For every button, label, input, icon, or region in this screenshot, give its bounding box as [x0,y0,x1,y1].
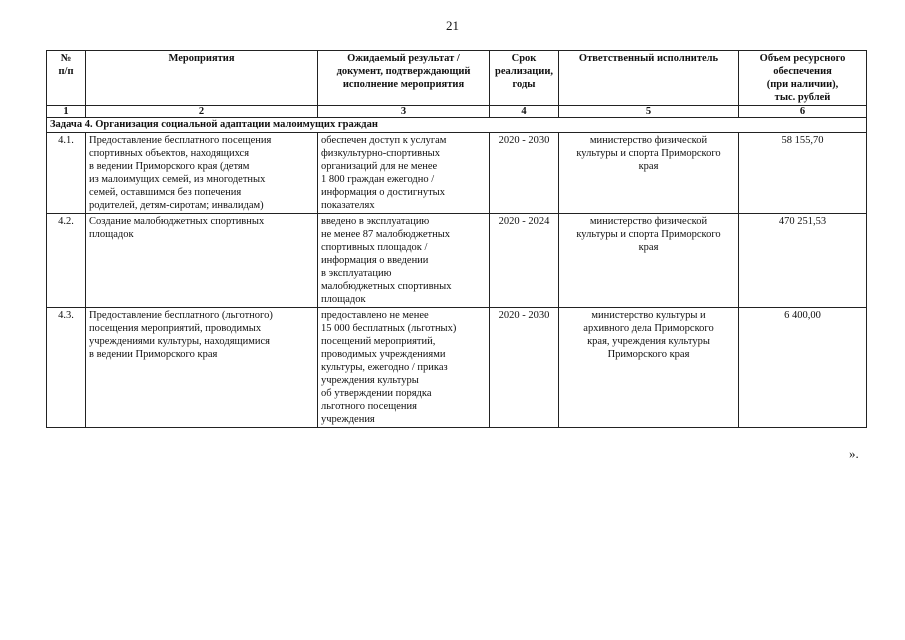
row-term: 2020 - 2024 [490,214,559,308]
row-term: 2020 - 2030 [490,133,559,214]
row-result: предоставлено не менее 15 000 бесплатных (льготных) посещений мероприятий, проводимых учреждениями культуры, ежегодно / приказ учреждения культуры об утверждении порядка льготного посещения учреждения [318,308,490,428]
table-row [47,308,867,428]
row-number: 4.2. [47,214,86,308]
task-title: Задача 4. Организация социальной адаптации малоимущих граждан [47,118,867,133]
row-executor: министерство физической культуры и спорта Приморского края [559,133,739,214]
row-event: Создание малобюджетных спортивных площадок [86,214,318,308]
column-number: 5 [559,106,739,118]
page-number: 21 [446,18,459,33]
column-number: 2 [86,106,318,118]
header-row [47,51,867,106]
row-amount: 58 155,70 [739,133,867,214]
column-number: 4 [490,106,559,118]
row-result: введено в эксплуатацию не менее 87 малобюджетных спортивных площадок / информация о введении в эксплуатацию малобюджетных спортивных площадок [318,214,490,308]
row-event: Предоставление бесплатного (льготного) посещения мероприятий, проводимых учреждениями культуры, находящимися в ведении Приморского края [86,308,318,428]
header-events: Мероприятия [86,51,318,106]
column-number: 6 [739,106,867,118]
row-result: обеспечен доступ к услугам физкультурно-спортивных организаций для не менее 1 800 граждан ежегодно / информация о достигнутых показателях [318,133,490,214]
closing-quote-mark: ». [849,446,859,461]
header-executor: Ответственный исполнитель [559,51,739,106]
action-plan-table [46,50,867,428]
table-row [47,133,867,214]
header-resources: Объем ресурсного обеспечения (при наличии), тыс. рублей [739,51,867,106]
column-number: 1 [47,106,86,118]
row-amount: 6 400,00 [739,308,867,428]
column-number: 3 [318,106,490,118]
row-event: Предоставление бесплатного посещения спортивных объектов, находящихся в ведении Приморского края (детям из малоимущих семей, из многодетных семей, оставшимся без попечения родителей, детям-сиротам; инвалидам) [86,133,318,214]
row-term: 2020 - 2030 [490,308,559,428]
header-expected-result: Ожидаемый результат / документ, подтверждающий исполнение мероприятия [318,51,490,106]
row-executor: министерство культуры и архивного дела Приморского края, учреждения культуры Приморского края [559,308,739,428]
header-number: № п/п [47,51,86,106]
table-row [47,214,867,308]
column-number-row [47,106,867,118]
row-executor: министерство физической культуры и спорта Приморского края [559,214,739,308]
task-row [47,118,867,133]
row-number: 4.1. [47,133,86,214]
header-term: Срок реализации, годы [490,51,559,106]
row-amount: 470 251,53 [739,214,867,308]
row-number: 4.3. [47,308,86,428]
